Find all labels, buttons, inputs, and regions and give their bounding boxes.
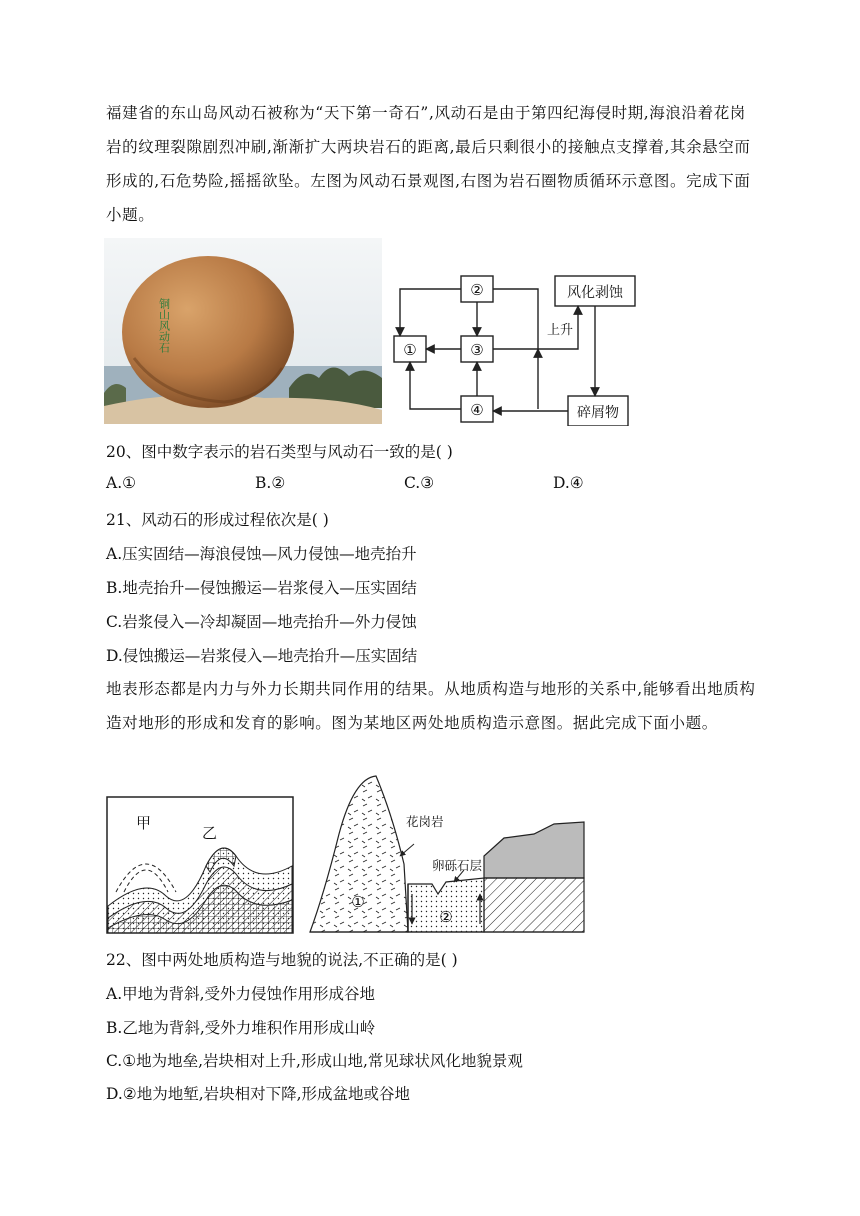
fold-structure-diagram <box>106 796 294 934</box>
q20-option-c[interactable]: C.③ <box>404 474 435 492</box>
label-granite: 花岗岩 <box>406 814 444 829</box>
q22-stem: 22、图中两处地质构造与地貌的说法,不正确的是( ) <box>106 951 458 969</box>
stone-carving-text: 铜山风动石 <box>157 298 171 353</box>
q21-option-d[interactable]: D.侵蚀搬运—岩浆侵入—地壳抬升—压实固结 <box>106 647 418 665</box>
q22-option-a[interactable]: A.甲地为背斜,受外力侵蚀作用形成谷地 <box>106 985 376 1003</box>
q20-option-a[interactable]: A.① <box>106 474 137 492</box>
label-circle-1: ① <box>351 893 365 911</box>
label-1: ① <box>403 341 417 359</box>
q20-option-d[interactable]: D.④ <box>553 474 584 492</box>
label-yi: 乙 <box>202 824 218 842</box>
q21-option-a[interactable]: A.压实固结—海浪侵蚀—风力侵蚀—地壳抬升 <box>106 545 417 563</box>
label-weathering: 风化剥蚀 <box>567 285 623 301</box>
rock-cycle-diagram <box>388 266 648 426</box>
label-jia: 甲 <box>136 814 152 832</box>
label-3: ③ <box>470 341 484 359</box>
label-sediment: 碎屑物 <box>577 405 619 421</box>
label-4: ④ <box>470 401 484 419</box>
label-uplift: 上升 <box>546 323 574 338</box>
q20-option-b[interactable]: B.② <box>255 474 286 492</box>
label-circle-2: ② <box>439 908 453 926</box>
intro-paragraph-1: 福建省的东山岛风动石被称为“天下第一奇石”,风动石是由于第四纪海侵时期,海浪沿着花岗岩的纹理裂隙剧烈冲刷,渐渐扩大两块岩石的距离,最后只剩很小的接触点支撑着,其余悬空而形成的,石危势险,摇摇欲坠。左图为风动石景观图,右图为岩石圈物质循环示意图。完成下面小题。 <box>106 104 751 224</box>
label-2: ② <box>470 281 484 299</box>
q22-option-d[interactable]: D.②地为地堑,岩块相对下降,形成盆地或谷地 <box>106 1085 411 1103</box>
q22-option-c[interactable]: C.①地为地垒,岩块相对上升,形成山地,常见球状风化地貌景观 <box>106 1052 523 1070</box>
q20-stem: 20、图中数字表示的岩石类型与风动石一致的是( ) <box>106 443 453 461</box>
q22-option-b[interactable]: B.乙地为背斜,受外力堆积作用形成山岭 <box>106 1019 376 1037</box>
q21-option-b[interactable]: B.地壳抬升—侵蚀搬运—岩浆侵入—压实固结 <box>106 579 417 597</box>
q21-stem: 21、风动石的形成过程依次是( ) <box>106 511 329 529</box>
intro-paragraph-2: 地表形态都是内力与外力长期共同作用的结果。从地质构造与地形的关系中,能够看出地质构造对地形的形成和发育的影响。图为某地区两处地质构造示意图。据此完成下面小题。 <box>106 680 756 732</box>
q21-option-c[interactable]: C.岩浆侵入—冷却凝固—地壳抬升—外力侵蚀 <box>106 613 417 631</box>
fault-structure-diagram <box>304 774 586 936</box>
wind-stone-photo <box>104 238 382 424</box>
label-gravel: 卵砾石层 <box>432 858 483 873</box>
